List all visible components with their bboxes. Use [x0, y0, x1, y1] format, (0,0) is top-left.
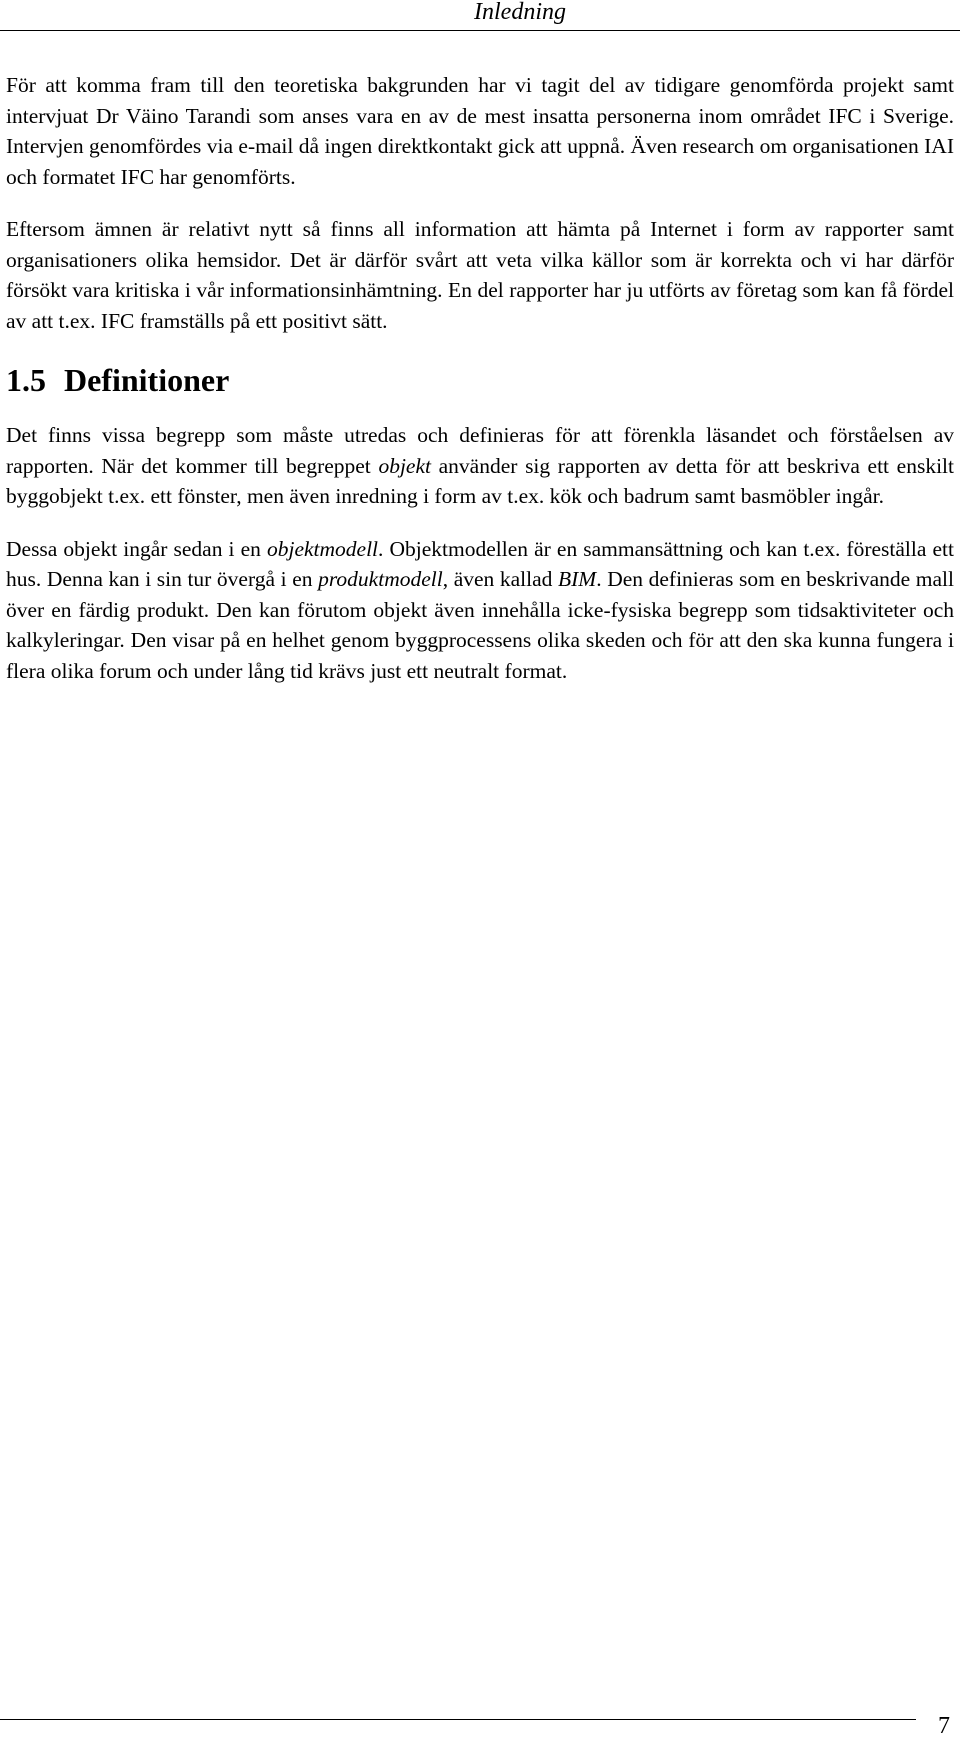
paragraph-definitions-models [6, 534, 954, 687]
page-body [6, 70, 954, 708]
paragraph-method: För att komma fram till den teoretiska bakgrunden har vi tagit del av tidigare genomförda projekt samt intervjuat Dr Väino Tarandi som anses vara en av de mest insatta personerna inom området IFC i Sverige. Intervjen genomfördes via e-mail då ingen direktkontakt gick att uppnå. Även research om organisationen IAI och formatet IFC har genomförts. [6, 73, 954, 189]
text-run: , även kallad [442, 567, 559, 591]
running-header-title: Inledning [474, 0, 566, 25]
section-number: 1.5 [6, 362, 46, 398]
paragraph-definitions-intro [6, 420, 954, 512]
running-header [0, 0, 960, 31]
footer-rule [0, 1719, 916, 1720]
term-objektmodell: objektmodell [266, 536, 379, 561]
text-run: använder sig rapporten av detta för att beskriva ett enskilt byggobjekt t.ex. ett fönster, men även inredning i form av t.ex. kök och badrum samt basmöbler ingår. [6, 453, 954, 508]
text-run: Det finns vissa begrepp som måste utredas och definieras för att förenkla läsandet och förståelsen av rapporten. När det kommer till begreppet [6, 423, 954, 478]
section-heading [6, 360, 954, 400]
section-title: Definitioner [64, 362, 230, 398]
text-run: . Objektmodellen är en sammansättning och kan t.ex. föreställa ett hus. Denna kan i sin tur övergå i en [6, 536, 954, 591]
text-run: . Den definieras som en beskrivande mall över en färdig produkt. Den kan förutom objekt även innehålla icke-fysiska begrepp som tidsaktiviteter och kalkyleringar. Den visar på en helhet genom byggprocessens olika skeden och för att den ska kunna fungera i flera olika forum och under lång tid krävs just ett neutralt format. [6, 567, 954, 683]
paragraph-sources: Eftersom ämnen är relativt nytt så finns all information att hämta på Internet i form av rapporter samt organisationers olika hemsidor. Det är därför svårt att veta vilka källor som är korrekta och vi har därför försökt vara kritiska i vår informationsinhämtning. En del rapporter har ju utförts av företag som kan få fördel av att t.ex. IFC framställs på ett positivt sätt. [6, 217, 954, 333]
text-run: Dessa objekt ingår sedan i en [6, 536, 267, 561]
term-bim: BIM [558, 567, 597, 591]
term-objekt: objekt [378, 453, 431, 478]
term-produktmodell: produktmodell [318, 567, 443, 591]
page-number: 7 [938, 1713, 950, 1739]
